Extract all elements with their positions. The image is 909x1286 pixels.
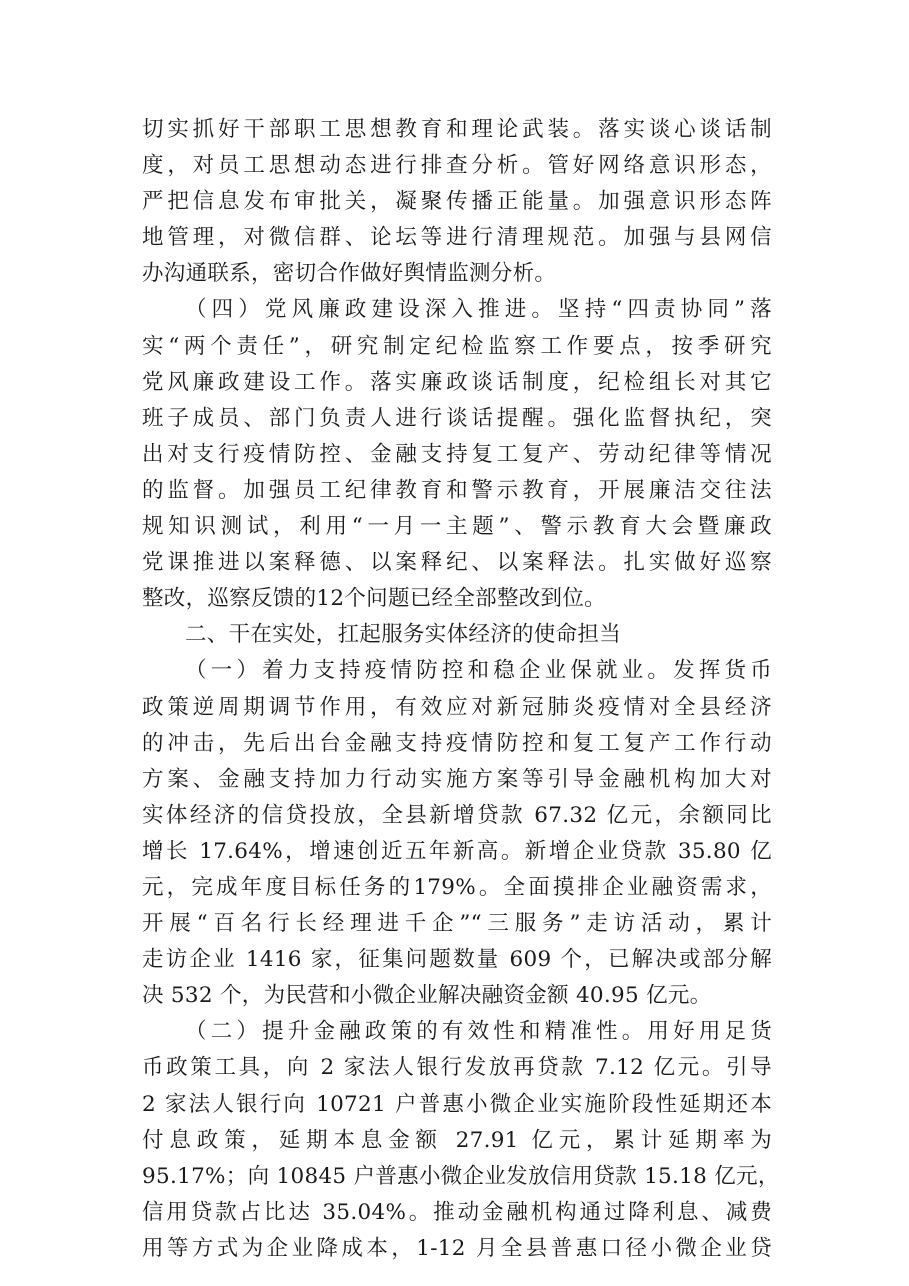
text-line: 开展“百名行长经理进千企”“三服务”走访活动，累计 (142, 911, 772, 937)
text-line: 95.17%；向 10845 户普惠小微企业发放信用贷款 15.18 亿元， (142, 1163, 780, 1189)
text-line: 走访企业 1416 家，征集问题数量 609 个，已解决或部分解 (142, 947, 772, 973)
text-line: 用等方式为企业降成本，1-12 月全县普惠口径小微企业贷 (142, 1235, 772, 1261)
text-line: 地管理，对微信群、论坛等进行清理规范。加强与县网信 (142, 225, 772, 251)
document-body (142, 112, 780, 1267)
text-line: 规知识测试，利用“一月一主题”、警示教育大会暨廉政 (142, 514, 772, 540)
text-line: 2 家法人银行向 10721 户普惠小微企业实施阶段性延期还本 (142, 1091, 772, 1117)
text-line: 付息政策，延期本息金额 27.91 亿元，累计延期率为 (142, 1127, 772, 1153)
text-line: 切实抓好干部职工思想教育和理论武装。落实谈心谈话制 (142, 117, 772, 142)
text-line: 元，完成年度目标任务的179%。全面摸排企业融资需求， (142, 874, 772, 900)
text-line: 出对支行疫情防控、金融支持复工复产、劳动纪律等情况 (142, 441, 772, 467)
section-heading-line: （二）提升金融政策的有效性和精准性。用好用足货 (185, 1019, 772, 1045)
text-line: 增长 17.64%，增速创近五年新高。新增企业贷款 35.80 亿 (142, 838, 772, 864)
text-line: 实体经济的信贷投放，全县新增贷款 67.32 亿元，余额同比 (142, 802, 772, 828)
section-heading-line: （一）着力支持疫情防控和稳企业保就业。发挥货币 (185, 658, 772, 684)
text-line: 决 532 个，为民营和小微企业解决融资金额 40.95 亿元。 (142, 983, 712, 1009)
text-line: 政策逆周期调节作用，有效应对新冠肺炎疫情对全县经济 (142, 694, 772, 720)
text-line: 班子成员、部门负责人进行谈话提醒。强化监督执纪，突 (142, 405, 772, 431)
text-line: 币政策工具，向 2 家法人银行发放再贷款 7.12 亿元。引导 (142, 1055, 772, 1081)
text-line: 方案、金融支持加力行动实施方案等引导金融机构加大对 (142, 766, 772, 792)
text-line: 党风廉政建设工作。落实廉政谈话制度，纪检组长对其它 (142, 369, 772, 395)
text-line: 实“两个责任”，研究制定纪检监察工作要点，按季研究 (142, 333, 772, 359)
text-line: 度，对员工思想动态进行排查分析。管好网络意识形态， (142, 153, 772, 179)
text-line: 整改，巡察反馈的12个问题已经全部整改到位。 (142, 586, 606, 612)
text-line: 的监督。加强员工纪律教育和警示教育，开展廉洁交往法 (142, 477, 772, 503)
section-heading-line: （四）党风廉政建设深入推进。坚持“四责协同”落 (185, 297, 772, 323)
text-line: 严把信息发布审批关，凝聚传播正能量。加强意识形态阵 (142, 189, 772, 215)
text-line: 的冲击，先后出台金融支持疫情防控和复工复产工作行动 (142, 730, 772, 756)
chapter-heading: 二、干在实处，扛起服务实体经济的使命担当 (185, 622, 622, 648)
text-line: 办沟通联系，密切合作做好舆情监测分析。 (142, 261, 557, 287)
text-line: 信用贷款占比达 35.04%。推动金融机构通过降利息、减费 (142, 1199, 772, 1225)
text-line: 党课推进以案释德、以案释纪、以案释法。扎实做好巡察 (142, 550, 772, 576)
